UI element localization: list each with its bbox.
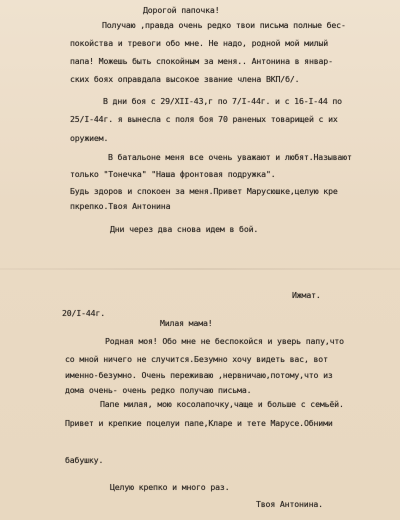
letter1-body-line: В батальоне меня все очень уважают и любят.Называют <box>108 152 352 162</box>
letter1-body-line: В дни боя с 29/XII-43,г по 7/I-44г. и с 16-I-44 по <box>103 96 342 106</box>
letter2-closing: Целую крепко и много раз. <box>110 482 230 492</box>
letter2-body-line: со мной ничего не случится.Безумно хочу видеть вас, вот <box>65 354 328 364</box>
letter1-greeting: Дорогой папочка! <box>143 5 220 15</box>
letter2-body-line: бабушку. <box>65 455 104 465</box>
letter1-body-line: Будь здоров и спокоен за меня.Привет Марусюшке,целую кре <box>70 186 338 196</box>
letter1-closing: Дни через два снова идем в бой. <box>110 224 259 234</box>
paper-crease <box>0 268 400 270</box>
letter1-body-line: Получаю ,правда очень редко твои письма полные бес- <box>102 20 346 30</box>
letter1-body-line: 25/I-44г. я вынесла с поля боя 70 раненых товарищей с их <box>70 114 338 124</box>
letter2-body-line: Привет и крепкие поцелуи папе,Кларе и тете Марусе.Обними <box>65 418 333 428</box>
letter1-body-line: оружием. <box>70 133 109 143</box>
letter1-body-line: пкрепко.Твоя Антонина <box>70 201 171 211</box>
letter2-greeting: Милая мама! <box>160 318 213 328</box>
letter2-date: 20/I-44г. <box>62 308 106 318</box>
letter2-body-line: именно-безумно. Очень переживаю ,нервничаю,потому,что из <box>65 370 333 380</box>
letter1-body-line: ских боях оправдала высокое звание члена ВКП/б/. <box>70 74 300 84</box>
letter1-body-line: папа! Можешь быть спокойным за меня.. Антонина в январ- <box>70 56 333 66</box>
letter2-signature: Твоя Антонина. <box>256 499 323 509</box>
letter2-body-line: Родная моя! Обо мне не беспокойся и уверь папу,что <box>105 336 344 346</box>
letter1-body-line: только "Тонечка" "Наша фронтовая подружка". <box>70 169 276 179</box>
letter2-body-line: Папе милая, мою косолапочку,чаще и больше с семьёй. <box>100 399 344 409</box>
letter1-body-line: покойства и тревоги обо мне. Не надо, родной мой милый <box>70 38 329 48</box>
letter2-body-line: дома очень- очень редко получаю письма. <box>65 385 252 395</box>
letter2-place: Ижмат. <box>292 290 321 300</box>
